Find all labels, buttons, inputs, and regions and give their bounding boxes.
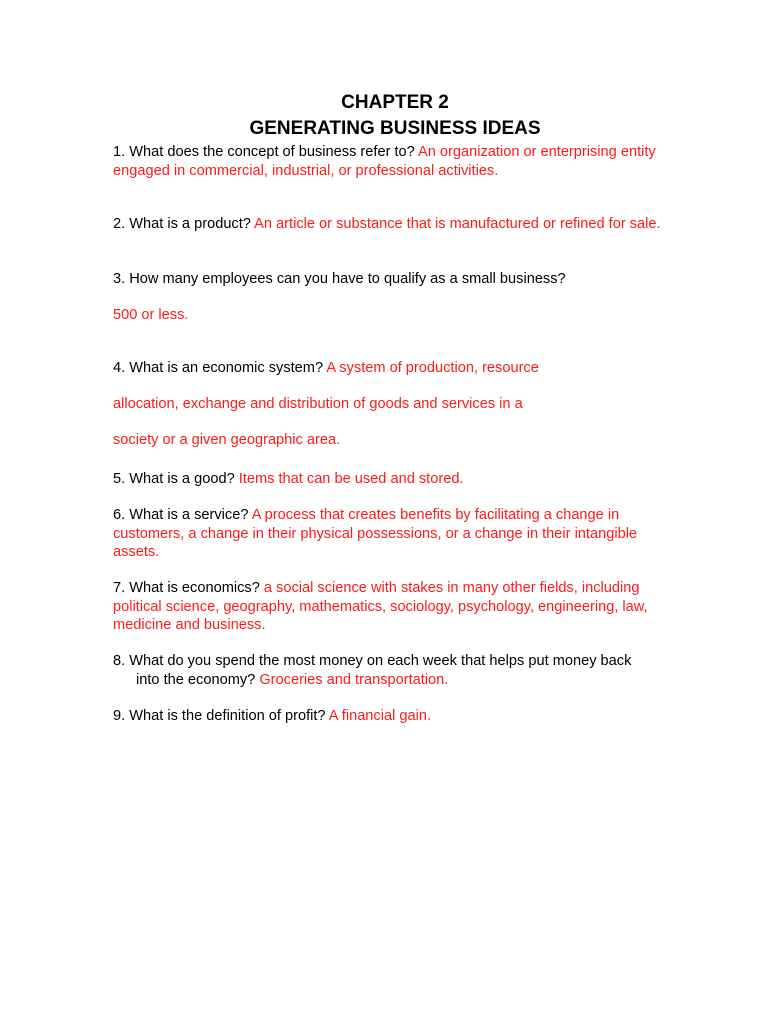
answer-1: An organization or enterprising entity engaged in commercial, industrial, or professional activities. <box>113 144 656 179</box>
question-6: 6. What is a service? <box>113 507 249 523</box>
answer-7: a social science with stakes in many other fields, including political science, geography, mathematics, sociology, psychology, engineering, law, medicine and business. <box>113 580 648 633</box>
question-5: 5. What is a good? <box>113 471 235 487</box>
question-8-line-1: 8. What do you spend the most money on each week that helps put money back <box>113 653 632 669</box>
qa-item-6 <box>113 506 678 562</box>
answer-3: 500 or less. <box>113 307 189 323</box>
question-8-line-2: into the economy? <box>136 671 256 688</box>
chapter-title: GENERATING BUSINESS IDEAS <box>249 118 541 139</box>
qa-item-4 <box>113 359 678 378</box>
question-3: 3. How many employees can you have to qualify as a small business? <box>113 271 566 287</box>
answer-4-line-1: A system of production, resource <box>326 360 539 376</box>
qa-item-7 <box>113 579 678 635</box>
answer-8: Groceries and transportation. <box>259 671 449 688</box>
question-2: 2. What is a product? <box>113 216 251 232</box>
qa-item-3-question <box>113 270 678 289</box>
qa-item-3-answer <box>113 306 678 325</box>
question-7: 7. What is economics? <box>113 580 260 596</box>
answer-4-line-3: society or a given geographic area. <box>113 432 341 448</box>
qa-item-4-cont-1 <box>113 395 678 414</box>
answer-4-line-2: allocation, exchange and distribution of goods and services in a <box>113 396 523 412</box>
answer-6: A process that creates benefits by facilitating a change in customers, a change in their physical possessions, or a change in their intangible assets. <box>113 507 638 560</box>
question-9: 9. What is the definition of profit? <box>113 708 326 724</box>
chapter-heading: CHAPTER 2 <box>341 92 449 113</box>
answer-5: Items that can be used and stored. <box>238 471 464 487</box>
qa-item-8-continuation <box>113 671 678 690</box>
qa-item-1 <box>113 143 678 180</box>
qa-item-4-cont-2 <box>113 431 678 450</box>
qa-item-8 <box>113 652 678 689</box>
qa-item-5 <box>113 470 678 489</box>
qa-item-2 <box>113 215 678 234</box>
answer-2: An article or substance that is manufactured or refined for sale. <box>254 216 661 232</box>
question-4: 4. What is an economic system? <box>113 360 324 376</box>
answer-9: A financial gain. <box>328 708 432 724</box>
qa-item-9 <box>113 707 678 726</box>
question-1: 1. What does the concept of business refer to? <box>113 144 415 160</box>
